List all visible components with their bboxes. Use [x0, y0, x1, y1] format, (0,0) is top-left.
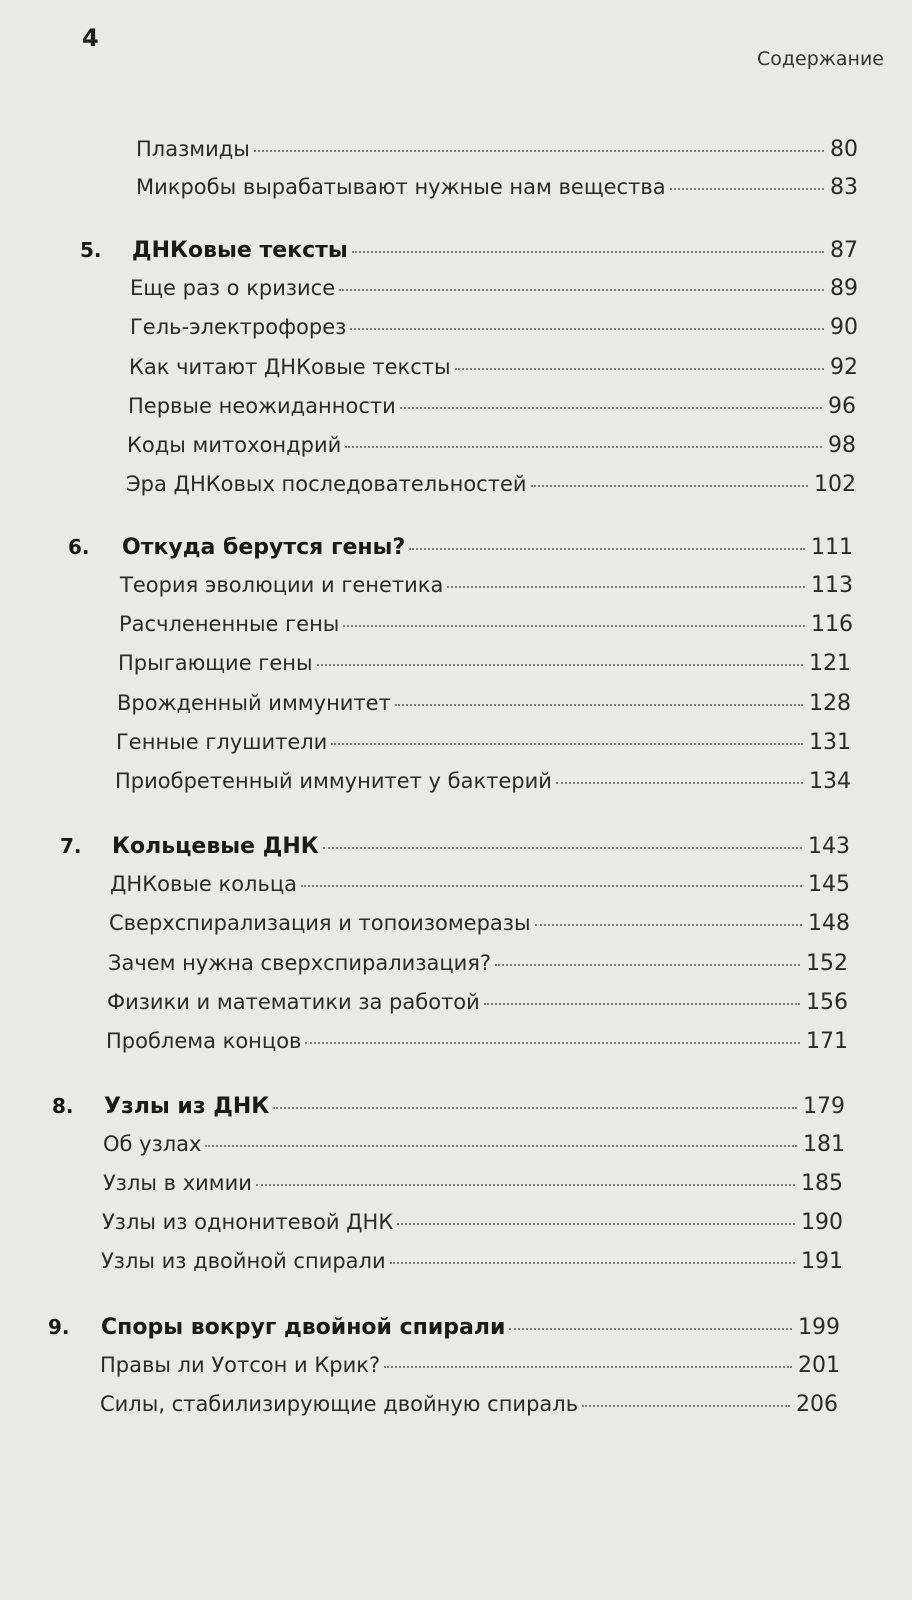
dot-leader [345, 446, 822, 448]
toc-section-entry[interactable] [106, 1026, 848, 1057]
dot-leader [400, 407, 822, 409]
toc-section-entry[interactable] [116, 727, 851, 758]
page-ref: 90 [830, 315, 858, 340]
page-ref: 131 [809, 730, 851, 755]
page-ref: 89 [830, 276, 858, 301]
toc-section-entry[interactable] [119, 609, 853, 640]
dot-leader [582, 1405, 790, 1407]
page-ref: 199 [798, 1315, 840, 1340]
page-ref: 185 [801, 1171, 843, 1196]
page-ref: 98 [828, 433, 856, 458]
dot-leader [301, 885, 802, 887]
page-ref: 171 [806, 1029, 848, 1054]
chapter-number: 6. [68, 535, 90, 559]
toc-section-entry[interactable] [136, 172, 858, 203]
page-ref: 179 [803, 1094, 845, 1119]
section-title: Микробы вырабатывают нужные нам вещества [136, 175, 666, 199]
chapter-number: 9. [48, 1315, 70, 1339]
page-ref: 113 [811, 573, 853, 598]
dot-leader [305, 1042, 800, 1044]
toc-chapter-entry[interactable] [104, 1092, 845, 1122]
page-ref: 181 [803, 1132, 845, 1157]
section-title: Генные глушители [116, 730, 328, 754]
toc-chapter-entry[interactable] [122, 533, 853, 563]
section-title: Гель-электрофорез [130, 315, 347, 339]
toc-section-entry[interactable] [127, 430, 856, 461]
toc-section-entry[interactable] [109, 908, 850, 939]
dot-leader [390, 1262, 795, 1264]
toc-section-entry[interactable] [117, 688, 851, 719]
running-title: Содержание [757, 48, 884, 70]
dot-leader [535, 924, 802, 926]
toc-section-entry[interactable] [118, 648, 851, 679]
page-ref: 190 [801, 1210, 843, 1235]
section-title: Эра ДНКовых последовательностей [126, 472, 527, 496]
section-title: ДНКовые кольца [110, 872, 298, 896]
toc-section-entry[interactable] [136, 134, 858, 165]
page-ref: 143 [808, 834, 850, 859]
dot-leader [397, 1223, 795, 1225]
dot-leader [556, 782, 803, 784]
page-ref: 191 [801, 1249, 843, 1274]
dot-leader [495, 964, 800, 966]
dot-leader [384, 1366, 792, 1368]
section-title: Еще раз о кризисе [130, 276, 336, 300]
toc-section-entry[interactable] [102, 1207, 843, 1238]
dot-leader [455, 368, 824, 370]
toc-chapter-entry[interactable] [101, 1313, 840, 1343]
chapter-title: ДНКовые тексты [132, 238, 348, 263]
toc-section-entry[interactable] [128, 391, 856, 422]
dot-leader [343, 625, 805, 627]
section-title: Прыгающие гены [118, 651, 313, 675]
page-ref: 145 [808, 872, 850, 897]
toc-section-entry[interactable] [101, 1246, 843, 1277]
chapter-title: Кольцевые ДНК [112, 834, 319, 859]
dot-leader [323, 847, 802, 849]
section-title: Первые неожиданности [128, 394, 396, 418]
page-ref: 87 [830, 238, 858, 263]
toc-section-entry[interactable] [129, 352, 858, 383]
dot-leader [350, 328, 824, 330]
toc-section-entry[interactable] [100, 1389, 838, 1420]
toc-section-entry[interactable] [126, 469, 856, 500]
section-title: Узлы в химии [103, 1171, 252, 1195]
toc-section-entry[interactable] [107, 987, 848, 1018]
section-title: Теория эволюции и генетика [120, 573, 444, 597]
dot-leader [352, 251, 824, 253]
toc-section-entry[interactable] [120, 570, 853, 601]
dot-leader [670, 188, 824, 190]
toc-section-entry[interactable] [103, 1129, 845, 1160]
toc-chapter-entry[interactable] [112, 832, 850, 862]
page-ref: 92 [830, 355, 858, 380]
section-title: Как читают ДНКовые тексты [129, 355, 451, 379]
toc-section-entry[interactable] [130, 273, 858, 304]
dot-leader [395, 704, 803, 706]
dot-leader [205, 1145, 797, 1147]
section-title: Расчлененные гены [119, 612, 340, 636]
toc-section-entry[interactable] [110, 869, 850, 900]
section-title: Силы, стабилизирующие двойную спираль [100, 1392, 579, 1416]
page-ref: 128 [809, 691, 851, 716]
page-ref: 134 [809, 769, 851, 794]
page-ref: 80 [830, 137, 858, 162]
dot-leader [339, 289, 824, 291]
dot-leader [273, 1107, 797, 1109]
page-ref: 156 [806, 990, 848, 1015]
section-title: Коды митохондрий [127, 433, 342, 457]
dot-leader [484, 1003, 800, 1005]
dot-leader [331, 743, 803, 745]
page-number: 4 [82, 24, 99, 52]
section-title: Об узлах [103, 1132, 202, 1156]
dot-leader [254, 150, 824, 152]
page-ref: 201 [798, 1353, 840, 1378]
toc-section-entry[interactable] [130, 312, 858, 343]
page-ref: 121 [809, 651, 851, 676]
dot-leader [509, 1328, 792, 1330]
page-ref: 152 [806, 951, 848, 976]
section-title: Врожденный иммунитет [117, 691, 391, 715]
toc-section-entry[interactable] [103, 1168, 843, 1199]
toc-section-entry[interactable] [115, 766, 851, 797]
section-title: Физики и математики за работой [107, 990, 480, 1014]
dot-leader [256, 1184, 795, 1186]
section-title: Зачем нужна сверхспирализация? [108, 951, 492, 975]
chapter-number: 8. [52, 1094, 74, 1118]
section-title: Правы ли Уотсон и Крик? [100, 1353, 381, 1377]
section-title: Проблема концов [106, 1029, 302, 1053]
page-ref: 102 [814, 472, 856, 497]
dot-leader [447, 586, 805, 588]
page-ref: 96 [828, 394, 856, 419]
chapter-title: Откуда берутся гены? [122, 535, 406, 560]
page-ref: 206 [796, 1392, 838, 1417]
page-ref: 111 [811, 535, 853, 560]
section-title: Приобретенный иммунитет у бактерий [115, 769, 552, 793]
section-title: Узлы из однонитевой ДНК [102, 1210, 394, 1234]
page-ref: 83 [830, 175, 858, 200]
dot-leader [531, 485, 808, 487]
chapter-title: Узлы из ДНК [104, 1094, 270, 1119]
chapter-title: Споры вокруг двойной спирали [101, 1315, 506, 1340]
toc-section-entry[interactable] [100, 1350, 840, 1381]
section-title: Плазмиды [136, 137, 250, 161]
section-title: Сверхспирализация и топоизомеразы [109, 911, 531, 935]
toc-chapter-entry[interactable] [132, 236, 858, 266]
toc-section-entry[interactable] [108, 948, 848, 979]
chapter-number: 7. [60, 834, 82, 858]
dot-leader [317, 664, 803, 666]
page-ref: 116 [811, 612, 853, 637]
chapter-number: 5. [80, 238, 102, 262]
dot-leader [409, 548, 805, 550]
page-ref: 148 [808, 911, 850, 936]
section-title: Узлы из двойной спирали [101, 1249, 386, 1273]
